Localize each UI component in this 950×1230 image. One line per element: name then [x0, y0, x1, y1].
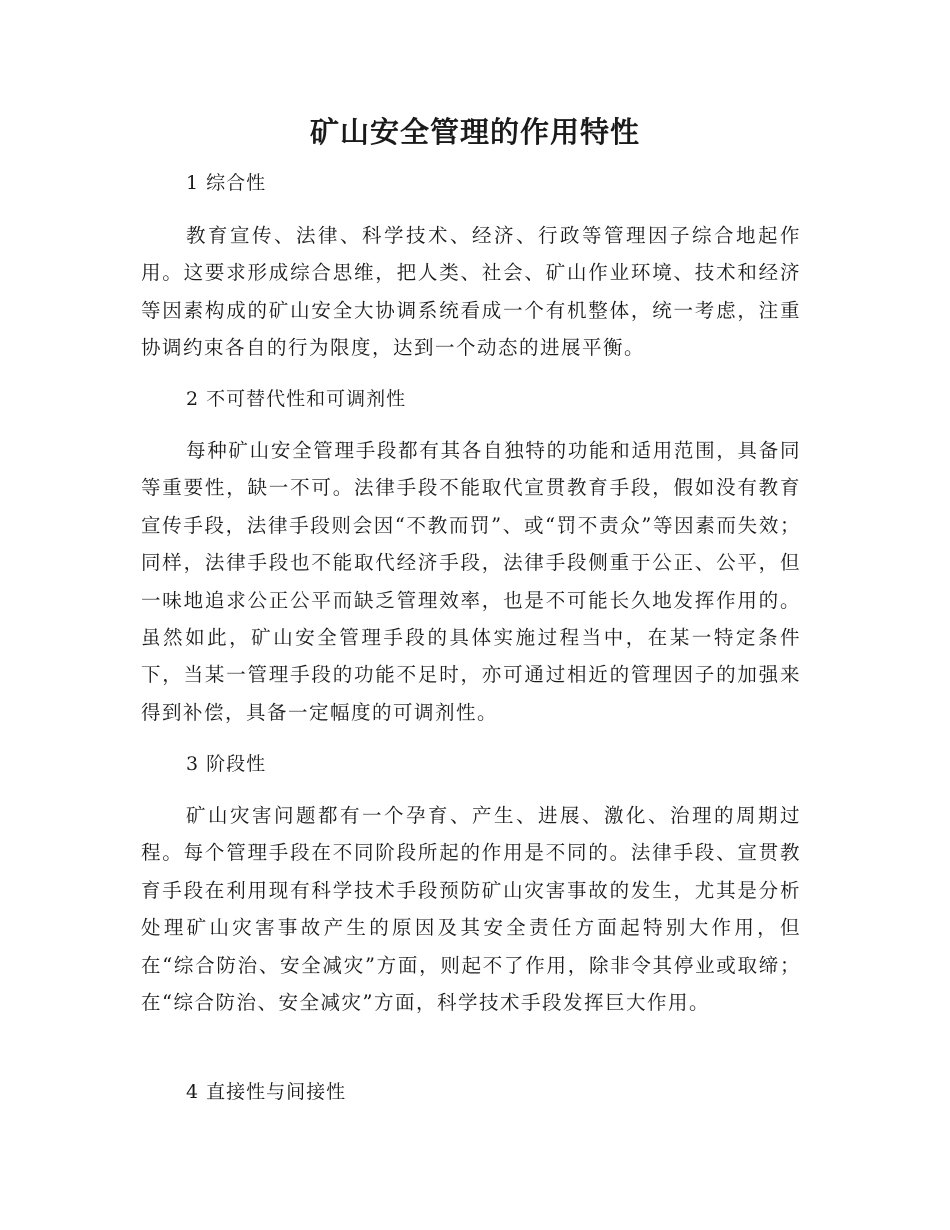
document-title: 矿山安全管理的作用特性: [309, 115, 640, 149]
section-paragraph: 教育宣传、法律、科学技术、经济、行政等管理因子综合地起作用。这要求形成综合思维，把人类、社会、矿山作业环境、技术和经济等因素构成的矿山安全大协调系统看成一个有机整体，统一考虑，注重协调约束各自的行为限度，达到一个动态的进展平衡。: [141, 224, 801, 360]
section-paragraph: 每种矿山安全管理手段都有其各自独特的功能和适用范围，具备同等重要性，缺一不可。法律手段不能取代宣贯教育手段，假如没有教育宣传手段，法律手段则会因“不教而罚”、或“罚不责众”等因素而失效；同样，法律手段也不能取代经济手段，法律手段侧重于公正、公平，但一味地追求公正公平而缺乏管理效率，也是不可能长久地发挥作用的。虽然如此，矿山安全管理手段的具体实施过程当中，在某一特定条件下，当某一管理手段的功能不足时，亦可通过相近的管理因子的加强来得到补偿，具备一定幅度的可调剂性。: [141, 439, 801, 724]
section-heading: 4 直接性与间接性: [186, 1081, 347, 1103]
section-heading: 3 阶段性: [186, 753, 267, 775]
section-heading: 1 综合性: [186, 172, 267, 194]
section-heading: 2 不可替代性和可调剂性: [186, 388, 407, 410]
section-paragraph: 矿山灾害问题都有一个孕育、产生、进展、激化、治理的周期过程。每个管理手段在不同阶段所起的作用是不同的。法律手段、宣贯教育手段在利用现有科学技术手段预防矿山灾害事故的发生，尤其是分析处理矿山灾害事故产生的原因及其安全责任方面起特别大作用，但在“综合防治、安全减灾”方面，则起不了作用，除非令其停业或取缔；在“综合防治、安全减灾”方面，科学技术手段发挥巨大作用。: [141, 804, 801, 1015]
